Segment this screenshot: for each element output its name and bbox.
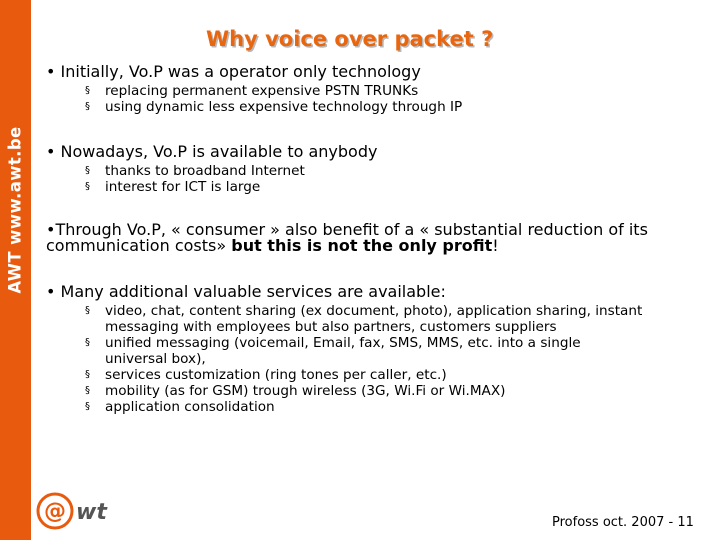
bullet: • bbox=[46, 282, 56, 301]
section-initially bbox=[46, 62, 645, 115]
bullet: • bbox=[46, 62, 56, 81]
list-item bbox=[85, 399, 645, 415]
list-item bbox=[85, 383, 645, 399]
item-text: mobility (as for GSM) trough wireless (3G, Wi.Fi or Wi.MAX) bbox=[105, 383, 506, 399]
item-text: video, chat, content sharing (ex document, photo), application sharing, instant messaging with employees but also partners, customers suppliers bbox=[105, 303, 643, 335]
item-text: application consolidation bbox=[105, 399, 275, 415]
sub-bullet: § bbox=[85, 165, 90, 176]
sub-bullet: § bbox=[85, 401, 90, 412]
awt-logo-icon bbox=[34, 490, 134, 532]
logo-at: @ bbox=[44, 499, 66, 524]
sub-list bbox=[85, 83, 645, 115]
section-heading-end: ! bbox=[492, 236, 499, 255]
logo-text: wt bbox=[76, 500, 107, 525]
sub-bullet: § bbox=[85, 85, 90, 96]
sub-list bbox=[85, 303, 645, 415]
section-heading-emphasis: but this is not the only profit bbox=[231, 236, 493, 255]
section-heading: Initially, Vo.P was a operator only technology bbox=[60, 62, 421, 81]
sub-bullet: § bbox=[85, 305, 90, 316]
item-text: interest for ICT is large bbox=[105, 179, 261, 195]
item-text: unified messaging (voicemail, Email, fax, SMS, MMS, etc. into a single universal box), bbox=[105, 335, 581, 367]
list-item bbox=[85, 335, 645, 367]
section-heading: Through Vo.P, « consumer » also benefit of a « substantial reduction of its communication costs» bbox=[46, 220, 648, 255]
item-text: replacing permanent expensive PSTN TRUNKs bbox=[105, 83, 419, 99]
sub-bullet: § bbox=[85, 101, 90, 112]
slide-title: Why voice over packet ? bbox=[206, 27, 494, 51]
sub-bullet: § bbox=[85, 181, 90, 192]
sidebar-band bbox=[0, 0, 31, 540]
footer-text: Profoss oct. 2007 - 11 bbox=[552, 515, 694, 530]
list-item bbox=[85, 179, 645, 195]
list-item bbox=[85, 367, 645, 383]
section-through-vop bbox=[46, 222, 686, 254]
sub-list bbox=[85, 163, 645, 195]
list-item bbox=[85, 99, 645, 115]
list-item bbox=[85, 83, 645, 99]
section-nowadays bbox=[46, 142, 645, 195]
bullet: • bbox=[46, 220, 56, 239]
sub-bullet: § bbox=[85, 385, 90, 396]
item-text: using dynamic less expensive technology through IP bbox=[105, 99, 463, 115]
list-item bbox=[85, 163, 645, 179]
section-heading: Many additional valuable services are available: bbox=[60, 282, 446, 301]
bullet: • bbox=[46, 142, 56, 161]
list-item bbox=[85, 303, 645, 335]
item-text: thanks to broadband Internet bbox=[105, 163, 305, 179]
sub-bullet: § bbox=[85, 369, 90, 380]
item-text: services customization (ring tones per caller, etc.) bbox=[105, 367, 447, 383]
section-heading: Nowadays, Vo.P is available to anybody bbox=[60, 142, 378, 161]
section-services bbox=[46, 282, 645, 415]
sub-bullet: § bbox=[85, 337, 90, 348]
sidebar-label: AWT www.awt.be bbox=[5, 126, 25, 294]
